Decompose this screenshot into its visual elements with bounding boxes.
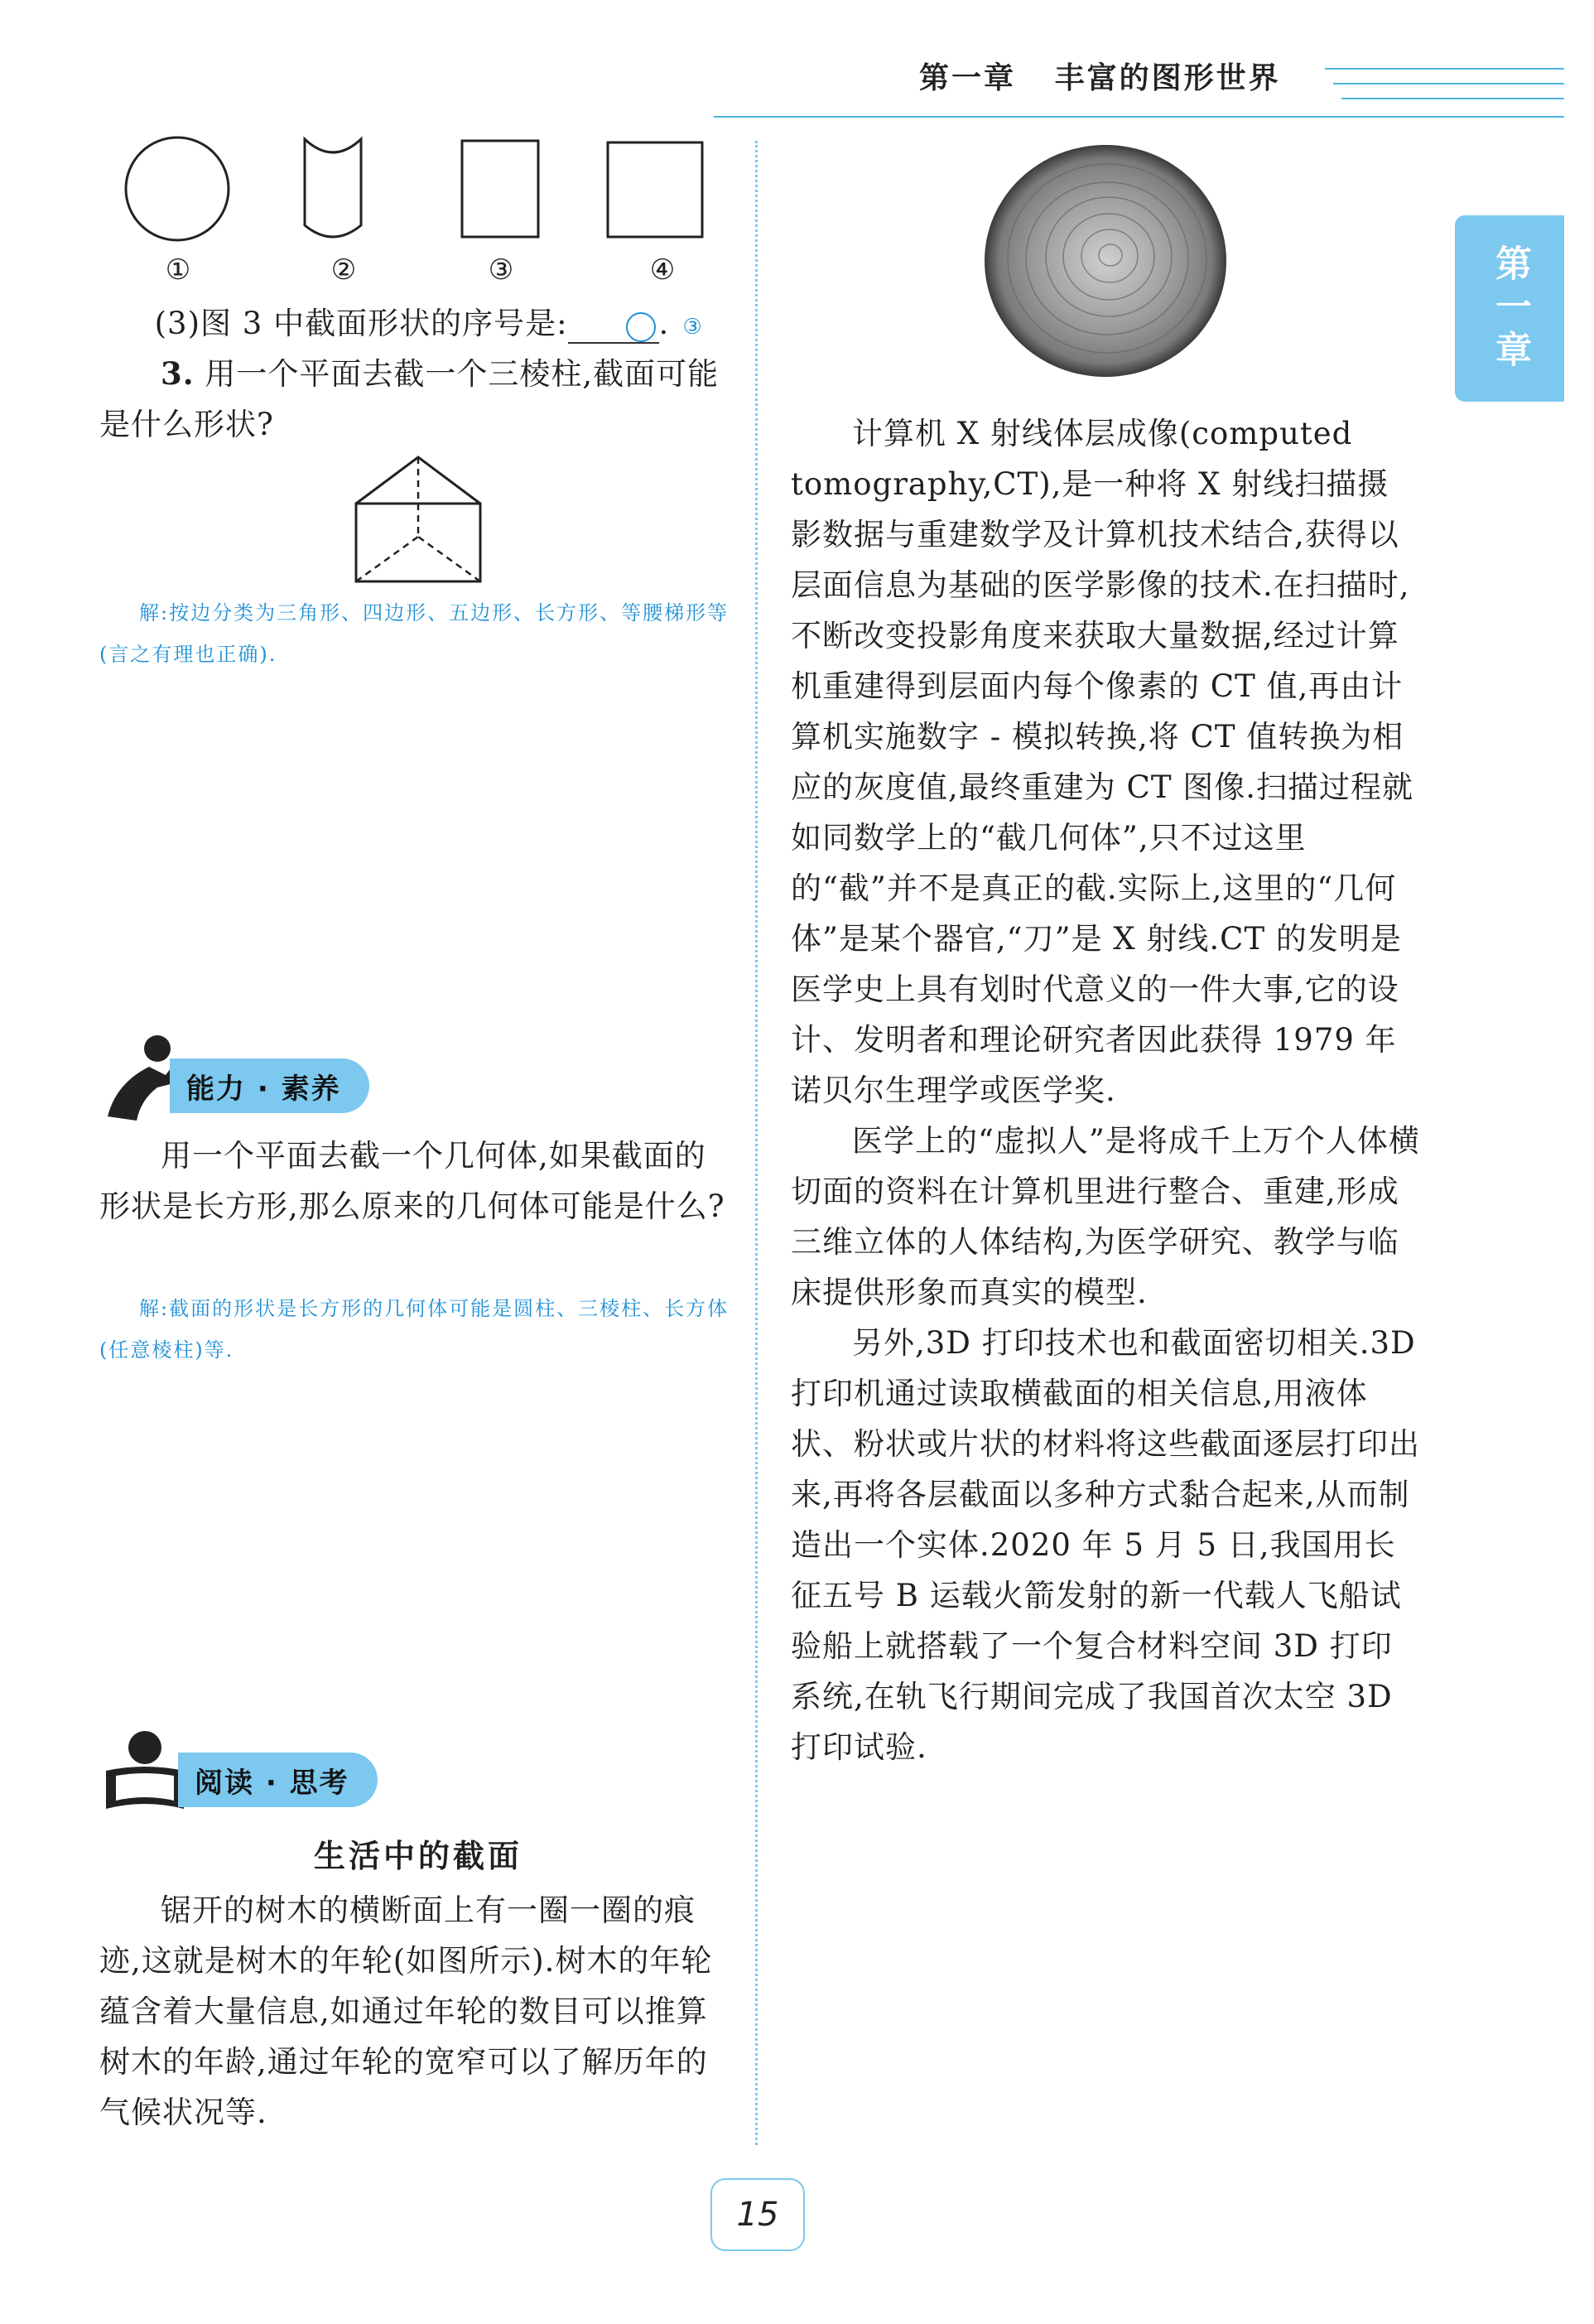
shape-curved-quad (305, 139, 361, 237)
ct-paragraph-3: 另外,3D 打印技术也和截面密切相关.3D 打印机通过读取横截面的相关信息,用液体状、粉状或片状的材料将这些截面逐层打印出来,再将各层截面以多种方式黏合起来,从而制造出一个实体.2020 年 5 月 5 日,我国用长征五号 B 运载火箭发射的新一代载人飞船试验船上就搭载了一个复合材料空间 3D 打印系统,在轨飞行期间完成了我国首次太空 3D 打印试验. (791, 1325, 1420, 1765)
shape-label-1: ① (165, 253, 191, 287)
header-rule (714, 116, 1564, 118)
ability-answer (99, 1288, 737, 1371)
chapter-title: 第一章 丰富的图形世界 (919, 61, 1281, 95)
chapter-side-tab: 第一章 (1455, 215, 1564, 402)
triangular-prism-figure (352, 454, 484, 586)
ability-question-text: 用一个平面去截一个几何体,如果截面的形状是长方形,那么原来的几何体可能是什么? (99, 1138, 725, 1224)
q3-text: (3)图 3 中截面形状的序号是: (154, 306, 568, 341)
reading-icon (99, 1729, 190, 1812)
tree-rings-image (981, 141, 1230, 381)
shape-rectangle (462, 141, 538, 237)
ct-article (791, 408, 1420, 1772)
reading-badge: 阅读 · 思考 (178, 1753, 378, 1807)
ability-answer-text: 解:截面的形状是长方形的几何体可能是圆柱、三棱柱、长方体(任意棱柱)等. (99, 1297, 730, 1362)
reading-text (99, 1885, 737, 2138)
reading-title: 生活中的截面 (313, 1837, 523, 1874)
problem-3-answer-text: 解:按边分类为三角形、四边形、五边形、长方形、等腰梯形等(言之有理也正确). (99, 601, 730, 666)
page-number: 15 (710, 2178, 805, 2251)
shape-square (608, 142, 702, 237)
ct-paragraph-2: 医学上的“虚拟人”是将成千上万个人体横切面的资料在计算机里进行整合、重建,形成三维立体的人体结构,为医学研究、教学与临床提供形象而真实的模型. (791, 1123, 1420, 1310)
shape-label-3: ③ (488, 253, 514, 287)
reading-paragraph: 锯开的树木的横断面上有一圈一圈的痕迹,这就是树木的年轮(如图所示).树木的年轮蕴含着大量信息,如通过年轮的数目可以推算树木的年龄,通过年轮的宽窄可以了解历年的气候状况等. (99, 1892, 713, 2130)
ability-question (99, 1131, 737, 1232)
question-3-3 (99, 298, 737, 349)
header-deco-line (1333, 83, 1564, 84)
problem-3 (99, 349, 737, 450)
problem-3-answer (99, 592, 737, 675)
shape-circle (126, 137, 229, 240)
ct-paragraph-1: 计算机 X 射线体层成像(computed tomography,CT),是一种将 X 射线扫描摄影数据与重建数学及计算机技术结合,获得以层面信息为基础的医学影像的技术.在扫描时,不断改变投影角度来获取大量数据,经过计算机重建得到层面内每个像素的 CT 值,再由计算机实施数字 - 模拟转换,将 CT 值转换为相应的灰度值,最终重建为 CT 图像.扫描过程就如同数学上的“截几何体”,只不过这里的“截”并不是真正的截.实际上,这里的“几何体”是某个器官,“刀”是 X 射线.CT 的发明是医学史上具有划时代意义的一件大事,它的设计、发明者和理论研究者因此获得 1979 年诺贝尔生理学或医学奖. (791, 416, 1414, 1108)
column-divider (755, 141, 758, 2145)
shape-label-4: ④ (649, 253, 676, 287)
q3-answer: ③ (626, 312, 656, 342)
header-deco-line (1341, 98, 1564, 99)
cross-section-shapes-figure (116, 133, 712, 248)
q3-end: . (658, 306, 670, 341)
q3-answer-blank (568, 311, 703, 344)
problem-3-number: 3. (161, 355, 195, 392)
ability-badge: 能力 · 素养 (170, 1058, 369, 1113)
shape-label-2: ② (330, 253, 357, 287)
header-deco-line (1325, 68, 1564, 70)
problem-3-text: 用一个平面去截一个三棱柱,截面可能是什么形状? (99, 356, 720, 442)
